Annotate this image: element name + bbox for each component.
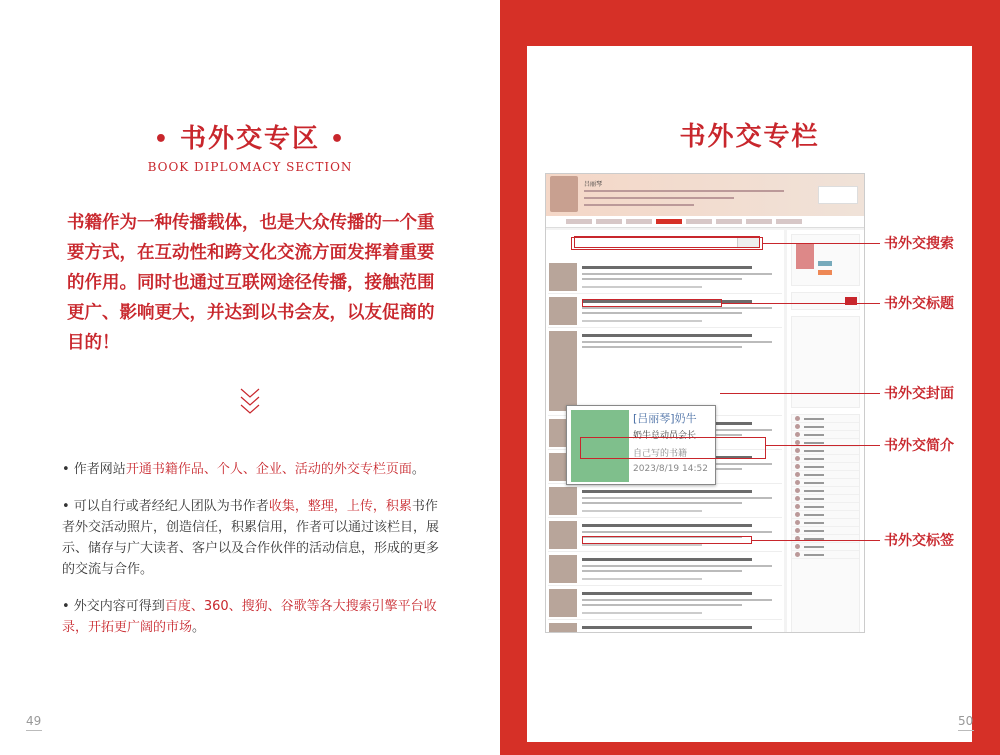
divider — [958, 730, 974, 731]
highlight-title — [582, 299, 722, 307]
list-item — [548, 552, 782, 586]
title-dot-left: • — [153, 127, 170, 152]
callout-line — [763, 243, 880, 244]
list-item: • 可以自行或者经纪人团队为书作者收集，整理，上传，积累书作者外交活动照片，创造信任，积累信用，作者可以通过该栏目，展示、储存与广大读者、客户以及合作伙伴的活动信息，形成的更多的交流与合作。 — [62, 499, 440, 577]
page-number-right: 50 — [958, 714, 974, 728]
contribution-ranking — [791, 414, 860, 633]
divider — [26, 730, 42, 731]
cover-popup: [吕丽琴]奶牛 奶牛总动员会长 自己写的书籍 2023/8/19 14:52 — [566, 405, 716, 485]
callout-line — [720, 393, 880, 394]
list-item — [548, 328, 782, 416]
stats-box — [818, 186, 858, 204]
callout-intro: 书外交简介 — [884, 438, 954, 454]
right-title: 书外交专栏 — [679, 122, 820, 152]
callout-cover: 书外交封面 — [884, 386, 954, 402]
callout-line — [766, 445, 880, 446]
avatar — [550, 176, 578, 212]
divider — [584, 190, 784, 192]
highlight-tags — [582, 536, 752, 544]
section-title-text: 书外交专区 — [179, 124, 320, 154]
book-cover — [796, 243, 814, 269]
list-item — [548, 620, 782, 633]
highlight-search — [571, 237, 763, 250]
list-item — [548, 586, 782, 620]
author-name: 吕丽琴 — [584, 181, 603, 188]
page-number-left: 49 — [26, 714, 42, 728]
nav-bar — [546, 216, 864, 228]
callout-search: 书外交搜索 — [884, 236, 954, 252]
callout-title: 书外交标题 — [884, 296, 954, 312]
callout-line — [752, 540, 880, 541]
callout-tags: 书外交标签 — [884, 533, 954, 549]
list-item: • 外交内容可得到百度、360、搜狗、谷歌等各大搜索引擎平台收录，开拓更广阔的市场。 — [62, 599, 437, 635]
list-item — [548, 260, 782, 294]
divider — [584, 204, 694, 206]
list-item — [548, 484, 782, 518]
sidebar — [787, 230, 864, 632]
section-subtitle: BOOK DIPLOMACY SECTION — [147, 160, 353, 174]
highlight-intro — [580, 437, 766, 459]
profile-header — [546, 174, 864, 216]
hot-category-list — [791, 316, 860, 408]
feature-list — [62, 459, 447, 654]
callout-line — [722, 303, 880, 304]
section-title — [0, 118, 500, 155]
article-list-panel — [546, 230, 784, 632]
author-card — [791, 234, 860, 286]
divider — [584, 197, 734, 199]
chevron-down-icon — [238, 386, 262, 416]
title-dot-right: • — [330, 127, 347, 152]
list-item — [548, 518, 782, 552]
intro-paragraph: 书籍作为一种传播载体，也是大众传播的一个重要方式，在互动性和跨文化交流方面发挥着重要的作用。同时也通过互联网途径传播，接触范围更广、影响更大，并达到以书会友，以友促商的目的！ — [67, 213, 435, 353]
search-box — [791, 292, 860, 310]
list-item: • 作者网站开通书籍作品、个人、企业、活动的外交专栏页面。 — [62, 462, 425, 477]
